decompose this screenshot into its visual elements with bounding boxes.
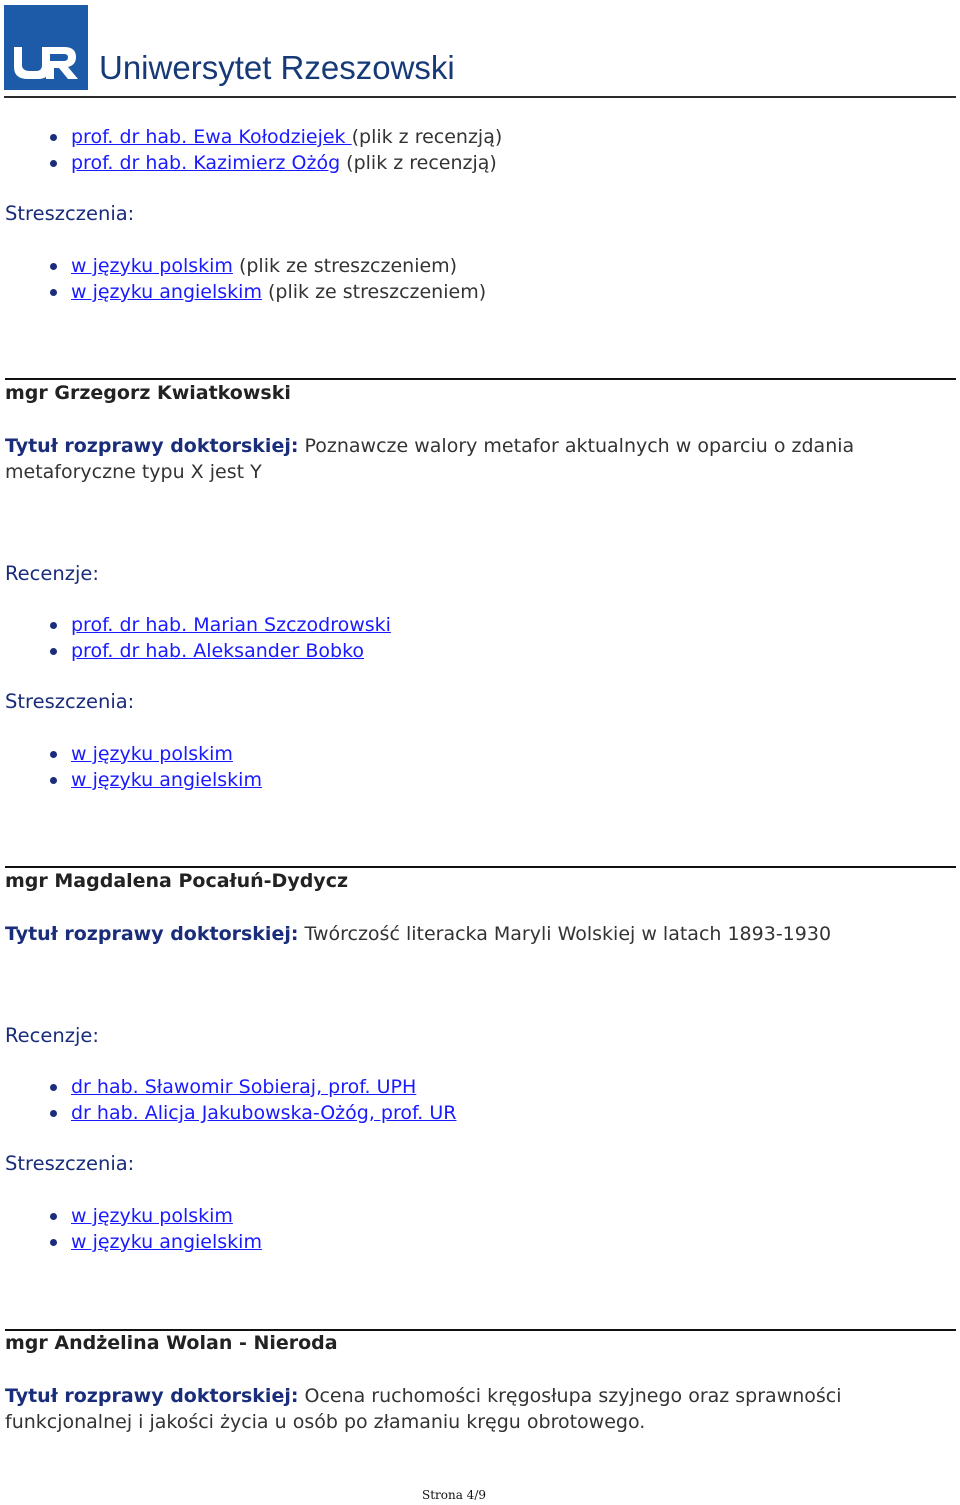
list-item xyxy=(50,1203,262,1229)
list-item xyxy=(50,253,486,279)
review-link[interactable]: dr hab. Sławomir Sobieraj, prof. UPH xyxy=(71,1076,417,1098)
summary-note: (plik ze streszczeniem) xyxy=(232,255,458,277)
site-title: Uniwersytet Rzeszowski xyxy=(99,49,455,86)
summaries-heading: Streszczenia: xyxy=(5,202,135,225)
summary-link[interactable]: w języku polskim xyxy=(71,255,233,277)
list-item xyxy=(50,1074,457,1100)
bullet-icon xyxy=(50,751,57,758)
review-link[interactable]: prof. dr hab. Aleksander Bobko xyxy=(71,640,365,662)
top-summaries-list xyxy=(50,253,486,305)
thesis-title-value: Ocena ruchomości kręgosłupa szyjnego oraz sprawności funkcjonalnej i jakości życia u osób po złamaniu kręgu obrotowego. xyxy=(5,1385,842,1433)
review-note: (plik z recenzją) xyxy=(351,126,503,148)
section-divider xyxy=(5,1329,956,1331)
page-header xyxy=(4,5,956,98)
thesis-title-label: Tytuł rozprawy doktorskiej: xyxy=(5,923,299,945)
list-item xyxy=(50,150,502,176)
page-number: Strona 4/9 xyxy=(421,1488,486,1502)
ur-logo-icon xyxy=(4,5,88,90)
candidate-name: mgr Magdalena Pocałuń-Dydycz xyxy=(5,870,349,892)
bullet-icon xyxy=(50,1213,57,1220)
reviews-list xyxy=(50,1074,457,1126)
bullet-icon xyxy=(50,289,57,296)
list-item xyxy=(50,279,486,305)
header-divider xyxy=(4,96,956,98)
summary-link[interactable]: w języku angielskim xyxy=(71,769,262,791)
thesis-title xyxy=(5,921,955,947)
bullet-icon xyxy=(50,622,57,629)
thesis-title xyxy=(5,433,955,485)
candidate-name: mgr Andżelina Wolan - Nieroda xyxy=(5,1332,338,1354)
thesis-title-value: Poznawcze walory metafor aktualnych w oparciu o zdania metaforyczne typu X jest Y xyxy=(5,435,855,483)
review-link[interactable]: prof. dr hab. Ewa Kołodziejek xyxy=(71,126,352,148)
summaries-list xyxy=(50,1203,262,1255)
summary-note: (plik ze streszczeniem) xyxy=(261,281,487,303)
review-link[interactable]: dr hab. Alicja Jakubowska-Ożóg, prof. UR xyxy=(71,1102,457,1124)
reviews-heading: Recenzje: xyxy=(5,1024,99,1047)
bullet-icon xyxy=(50,134,57,141)
list-item xyxy=(50,1229,262,1255)
review-link[interactable]: prof. dr hab. Kazimierz Ożóg xyxy=(71,152,341,174)
summary-link[interactable]: w języku polskim xyxy=(71,743,233,765)
bullet-icon xyxy=(50,1084,57,1091)
list-item xyxy=(50,767,262,793)
summary-link[interactable]: w języku angielskim xyxy=(71,1231,262,1253)
list-item xyxy=(50,1100,457,1126)
thesis-title-label: Tytuł rozprawy doktorskiej: xyxy=(5,435,299,457)
summary-link[interactable]: w języku polskim xyxy=(71,1205,233,1227)
review-link[interactable]: prof. dr hab. Marian Szczodrowski xyxy=(71,614,391,636)
list-item xyxy=(50,124,502,150)
section-divider xyxy=(5,866,956,868)
summary-link[interactable]: w języku angielskim xyxy=(71,281,262,303)
reviews-heading: Recenzje: xyxy=(5,562,99,585)
section-divider xyxy=(5,378,956,380)
reviews-list xyxy=(50,612,391,664)
university-logo[interactable] xyxy=(4,5,88,90)
list-item xyxy=(50,741,262,767)
bullet-icon xyxy=(50,1110,57,1117)
top-reviews-list xyxy=(50,124,502,176)
list-item xyxy=(50,612,391,638)
summaries-list xyxy=(50,741,262,793)
review-note: (plik z recenzją) xyxy=(340,152,497,174)
thesis-title xyxy=(5,1383,955,1435)
candidate-name: mgr Grzegorz Kwiatkowski xyxy=(5,382,291,404)
bullet-icon xyxy=(50,263,57,270)
bullet-icon xyxy=(50,777,57,784)
summaries-heading: Streszczenia: xyxy=(5,1152,135,1175)
thesis-title-label: Tytuł rozprawy doktorskiej: xyxy=(5,1385,299,1407)
bullet-icon xyxy=(50,1239,57,1246)
thesis-title-value: Twórczość literacka Maryli Wolskiej w latach 1893-1930 xyxy=(298,923,832,945)
list-item xyxy=(50,638,391,664)
bullet-icon xyxy=(50,648,57,655)
summaries-heading: Streszczenia: xyxy=(5,690,135,713)
bullet-icon xyxy=(50,160,57,167)
